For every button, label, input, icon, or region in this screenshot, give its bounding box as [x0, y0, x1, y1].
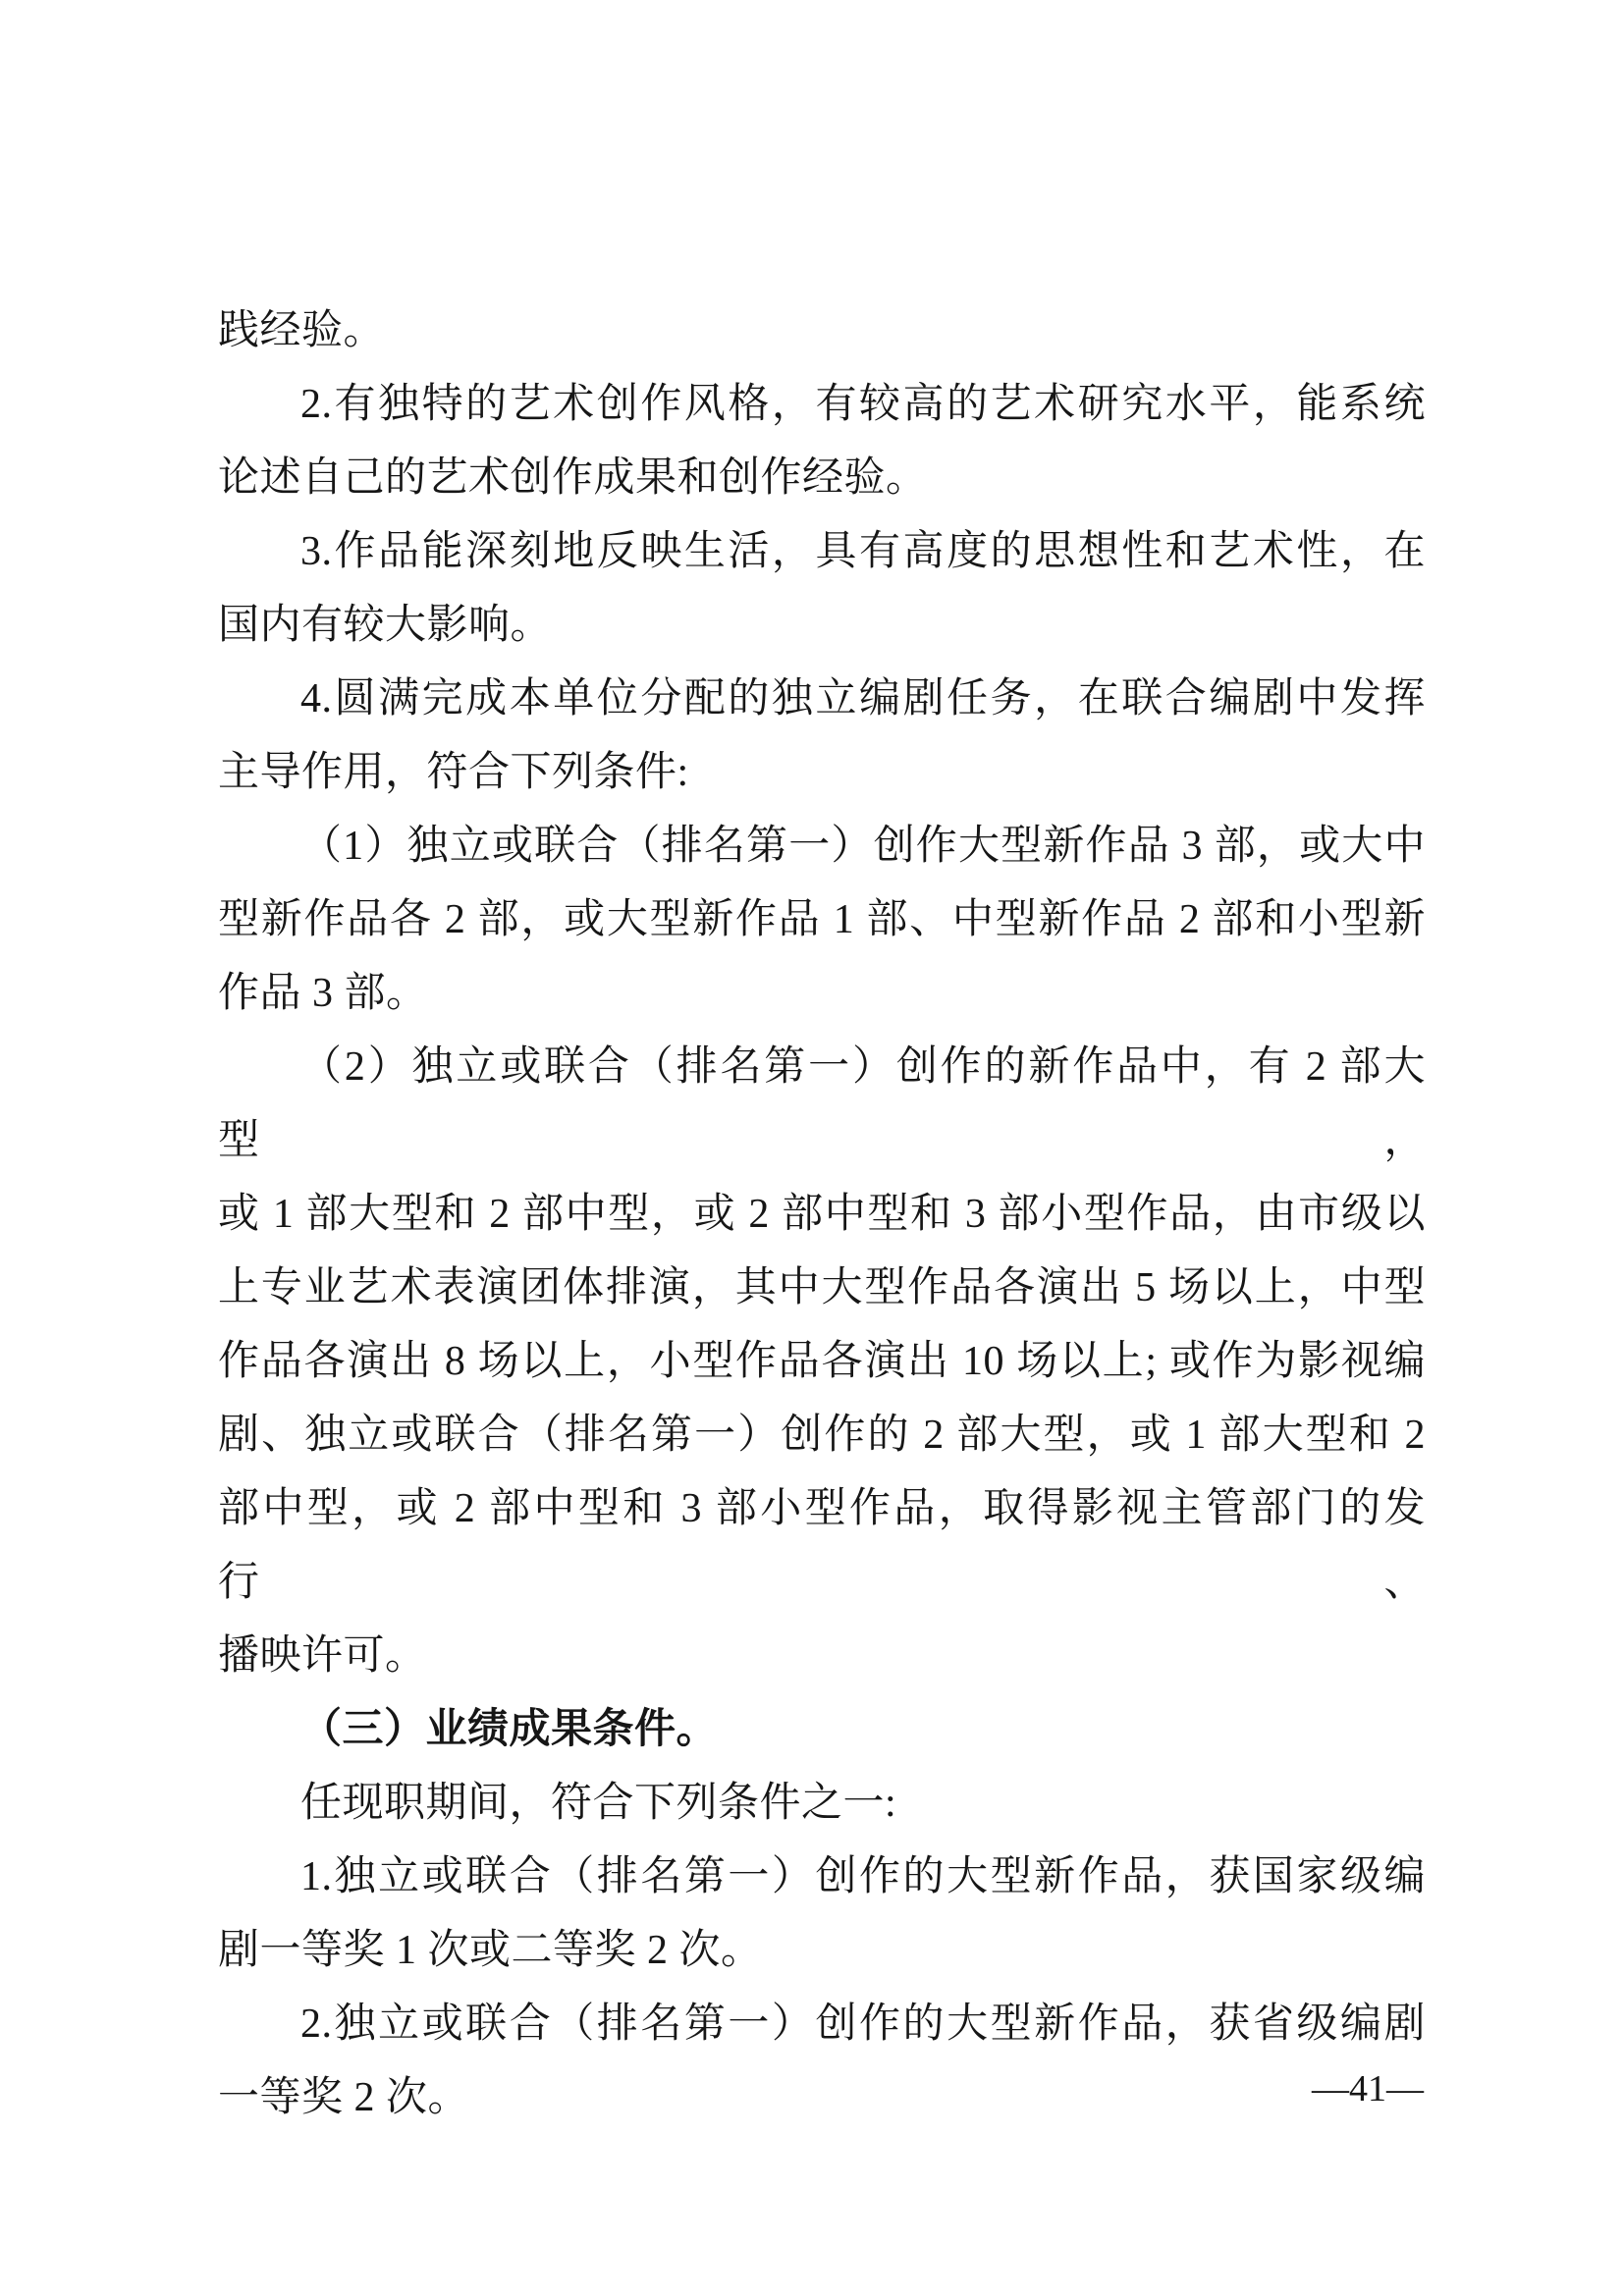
- page-number: —41—: [1312, 2068, 1424, 2109]
- text-line: 部中型，或 2 部中型和 3 部小型作品，取得影视主管部门的发行、: [218, 1486, 1426, 1605]
- text-line: 作品各演出 8 场以上，小型作品各演出 10 场以上; 或作为影视编: [218, 1339, 1426, 1384]
- paragraph: [218, 515, 1426, 663]
- text-line: 播映许可。: [218, 1633, 427, 1679]
- paragraph: [218, 1841, 1426, 1988]
- text-line: 上专业艺术表演团体排演，其中大型作品各演出 5 场以上，中型: [218, 1265, 1426, 1310]
- paragraph: [218, 663, 1426, 810]
- text-line: （2）独立或联合（排名第一）创作的新作品中，有 2 部大型，: [218, 1044, 1426, 1163]
- text-line: 型新作品各 2 部，或大型新作品 1 部、中型新作品 2 部和小型新: [218, 897, 1426, 942]
- paragraph: [218, 1031, 1426, 1693]
- text-block: [218, 294, 1426, 2135]
- text-line: 2.有独特的艺术创作风格，有较高的艺术研究水平，能系统: [300, 382, 1426, 427]
- text-line: 作品 3 部。: [218, 971, 428, 1016]
- text-line: 3.作品能深刻地反映生活，具有高度的思想性和艺术性，在: [300, 529, 1426, 574]
- text-line: 一等奖 2 次。: [218, 2075, 470, 2120]
- paragraph: [218, 1767, 1426, 1841]
- text-line: （1）独立或联合（排名第一）创作大型新作品 3 部，或大中: [300, 824, 1426, 869]
- text-line: 4.圆满完成本单位分配的独立编剧任务，在联合编剧中发挥: [300, 676, 1426, 721]
- text-line: 剧一等奖 1 次或二等奖 2 次。: [218, 1928, 763, 1973]
- text-line: 论述自己的艺术创作成果和创作经验。: [218, 455, 928, 501]
- text-line: 1.独立或联合（排名第一）创作的大型新作品，获国家级编: [300, 1854, 1426, 1899]
- text-line: 践经验。: [218, 308, 386, 353]
- text-line: 2.独立或联合（排名第一）创作的大型新作品，获省级编剧: [300, 2002, 1426, 2047]
- text-line: （三）业绩成果条件。: [300, 1707, 719, 1752]
- paragraph: [218, 368, 1426, 515]
- text-line: 国内有较大影响。: [218, 603, 553, 648]
- paragraph: [218, 810, 1426, 1031]
- paragraph: [218, 294, 1426, 368]
- text-line: 主导作用，符合下列条件:: [218, 750, 689, 795]
- text-line: 任现职期间，符合下列条件之一:: [300, 1781, 897, 1826]
- text-line: 或 1 部大型和 2 部中型，或 2 部中型和 3 部小型作品，由市级以: [218, 1192, 1426, 1237]
- paragraph: [218, 1988, 1426, 2135]
- text-line: 剧、独立或联合（排名第一）创作的 2 部大型，或 1 部大型和 2: [218, 1413, 1426, 1458]
- paragraph: [218, 1693, 1426, 1767]
